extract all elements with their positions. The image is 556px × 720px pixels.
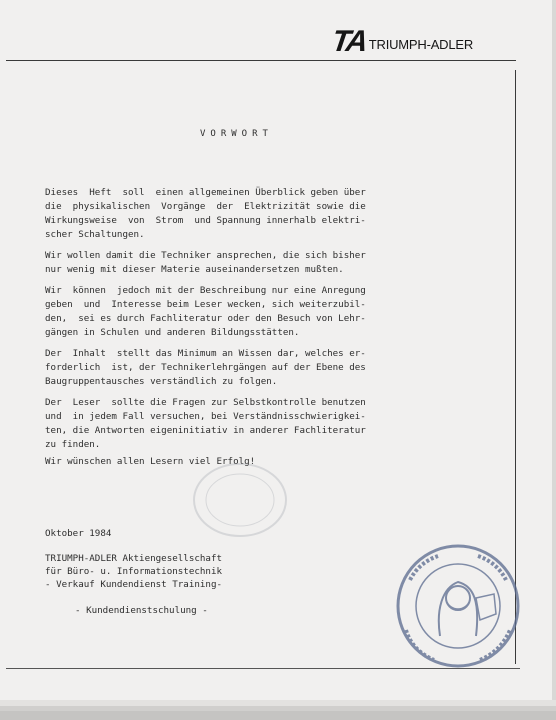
footer-rule <box>6 668 520 669</box>
paragraph-intro: Dieses Heft soll einen allgemeinen Überblick geben über die physikalischen Vorgänge der Elektrizität sowie die Wirkungsweise von Strom und Spannung innerhalb elektri- scher Schaltungen. <box>45 187 366 240</box>
paragraph-audience: Wir wollen damit die Techniker ansprechen, die sich bisher nur wenig mit dieser Materie auseinandersetzen mußten. <box>45 250 366 275</box>
faded-stamp-imprint <box>190 460 290 540</box>
paragraph-motivation: Wir können jedoch mit der Beschreibung nur eine Anregung geben und Interesse beim Leser wecken, sich weiterzubil- den, sei es durch Fachliteratur oder den Besuch von Lehr- gängen in Schulen und anderen Bildungsstätten. <box>45 285 366 338</box>
page-stack-edge <box>0 711 556 720</box>
paragraph-content: Der Inhalt stellt das Minimum an Wissen dar, welches er- forderlich ist, der Technikerlehrgängen auf der Ebene des Baugruppentausches verständlich zu folgen. <box>45 348 366 387</box>
header-rule <box>6 60 516 61</box>
logo-name: TRIUMPH-ADLER <box>368 37 474 52</box>
paragraph-self-check: Der Leser sollte die Fragen zur Selbstkontrolle benutzen und in jedem Fall versuchen, bei Verständnisschwierigkei- ten, die Antworten eigeninitiativ in anderer Fachliteratur zu finden. <box>45 397 366 450</box>
library-stamp <box>372 538 520 668</box>
signature-division: für Büro- u. Informationstechnik <box>45 566 223 577</box>
signature-company: TRIUMPH-ADLER Aktiengesellschaft <box>45 553 223 564</box>
date-line: Oktober 1984 <box>45 528 112 539</box>
stamp-seal-icon <box>376 540 520 668</box>
paragraph-closing: Wir wünschen allen Lesern viel Erfolg! <box>45 456 256 467</box>
page-title: VORWORT <box>200 129 273 139</box>
logo-mark: TA <box>329 25 369 58</box>
triumph-adler-logo <box>329 25 474 58</box>
signature-unit: - Kundendienstschulung - <box>75 605 208 616</box>
signature-department: - Verkauf Kundendienst Training- <box>45 579 223 590</box>
